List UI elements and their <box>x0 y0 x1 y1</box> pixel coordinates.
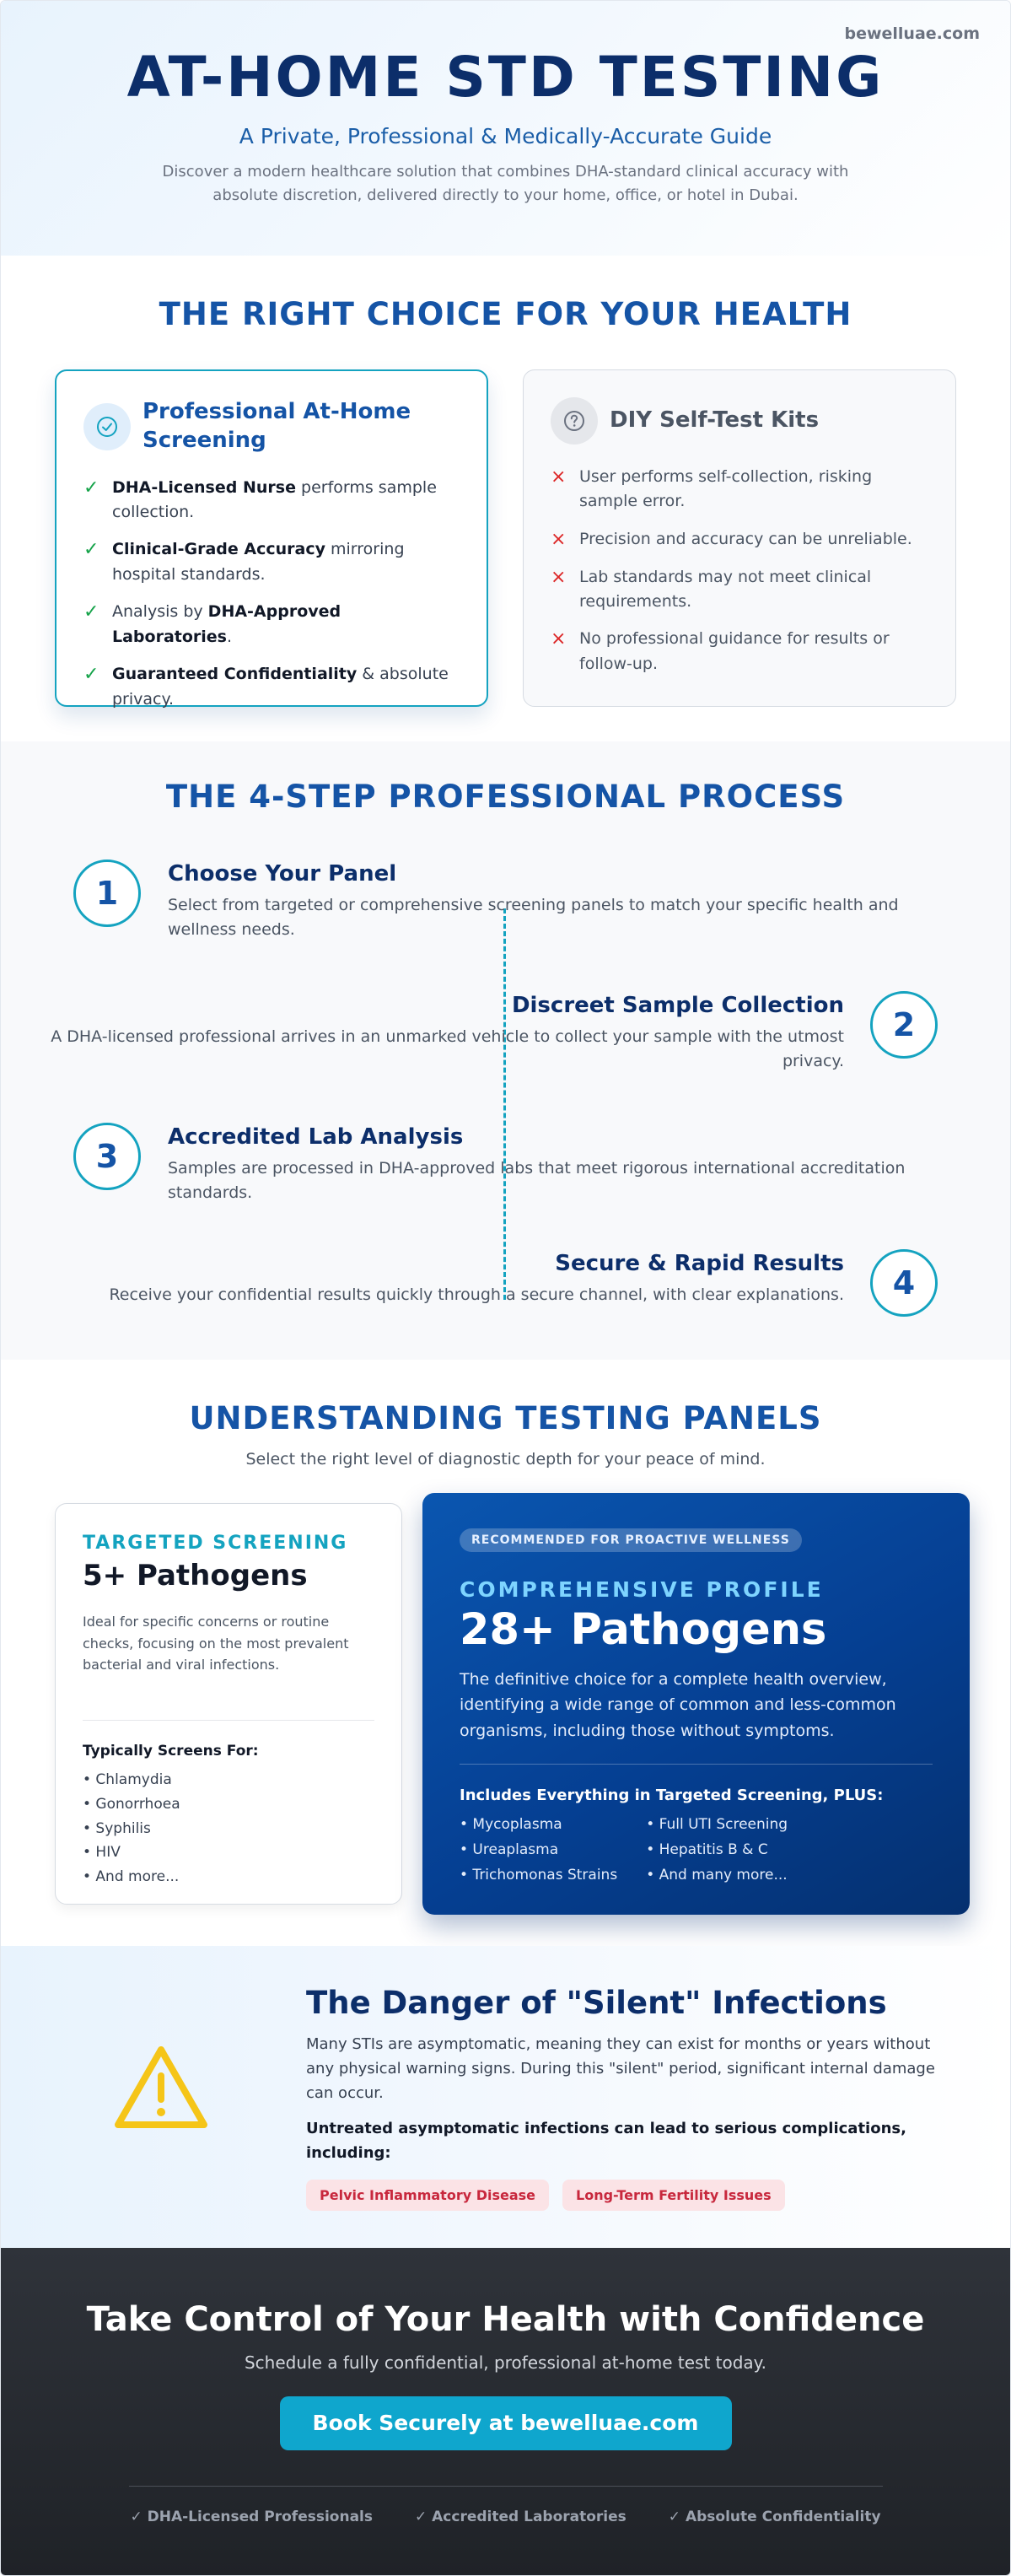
diy-card-title: DIY Self-Test Kits <box>610 407 820 434</box>
list-item: • Gonorrhoea <box>83 1795 180 1813</box>
professional-card-header <box>83 398 460 455</box>
trust-badge: ✓ Accredited Laboratories <box>414 2509 626 2525</box>
question-circle-icon <box>551 397 598 445</box>
diy-drawbacks-list <box>551 465 928 676</box>
list-item <box>83 537 460 587</box>
list-item <box>551 565 928 615</box>
hero-description: Discover a modern healthcare solution that combines DHA-standard clinical accuracy with absolute discretion, delivered directly to your home, office, or hotel in Dubai. <box>162 163 849 204</box>
pathogen-count: 5+ Pathogens <box>83 1559 308 1592</box>
list-item: • Chlamydia <box>83 1770 172 1788</box>
cross-icon: × <box>551 466 567 488</box>
list-item: • Trichomonas Strains <box>460 1866 618 1883</box>
choice-section <box>1 256 1010 741</box>
brand-link[interactable]: bewelluae.com <box>844 24 980 43</box>
cross-icon: × <box>551 528 567 550</box>
list-item: • Full UTI Screening <box>646 1816 788 1834</box>
cross-icon: × <box>551 628 567 650</box>
danger-title: The Danger of "Silent" Infections <box>306 1985 887 2021</box>
divider <box>83 1720 374 1721</box>
step-body <box>18 1251 844 1307</box>
divider <box>129 2486 883 2487</box>
warning-triangle-icon <box>112 2044 210 2135</box>
item-text: & absolute privacy. <box>112 665 449 709</box>
cta-title: Take Control of Your Health with Confidence <box>86 2300 925 2339</box>
professional-benefits-list <box>83 476 460 713</box>
item-text: performs sample collection. <box>112 477 437 522</box>
step-body <box>168 1124 944 1206</box>
pathogen-column <box>460 1813 617 1888</box>
list-item: • Syphilis <box>83 1819 151 1837</box>
professional-card-title: Professional At-Home Screening <box>143 399 411 453</box>
list-item <box>83 600 460 649</box>
pathogen-column <box>646 1813 788 1888</box>
list-item <box>551 465 928 515</box>
list-item: • HIV <box>83 1844 121 1862</box>
step-body <box>168 861 944 943</box>
item-text: No professional guidance for results or follow-up. <box>579 629 890 673</box>
step-number: 4 <box>870 1249 938 1317</box>
item-bold: Guaranteed Confidentiality <box>112 665 358 684</box>
step-text: A DHA-licensed professional arrives in an unmarked vehicle to collect your sample with the utmost privacy. <box>51 1027 844 1071</box>
item-text: Precision and accuracy can be unreliable. <box>579 529 912 548</box>
professional-card <box>55 369 488 707</box>
panel-eyebrow: COMPREHENSIVE PROFILE <box>460 1577 824 1602</box>
danger-text: Many STIs are asymptomatic, meaning they can exist for months or years without any physical warning signs. During this "silent" period, significant internal damage can occur. <box>306 2035 935 2102</box>
page-title: AT-HOME STD TESTING <box>126 45 885 110</box>
check-icon: ✓ <box>83 664 99 686</box>
list-item <box>83 662 460 712</box>
danger-emphasis: Untreated asymptomatic infections can lead to serious complications, including: <box>306 2120 906 2163</box>
panel-description: The definitive choice for a complete health overview, identifying a wide range of common and less-common organisms, including those without symptoms. <box>460 1670 896 1740</box>
complication-tag: Pelvic Inflammatory Disease <box>306 2180 549 2211</box>
item-bold: DHA-Approved Laboratories <box>112 602 341 646</box>
list-item <box>551 627 928 676</box>
pathogen-count: 28+ Pathogens <box>460 1605 827 1655</box>
list-item: • Mycoplasma <box>460 1816 562 1834</box>
pathogen-list <box>83 1768 374 1889</box>
step-body <box>18 993 844 1075</box>
recommended-badge: RECOMMENDED FOR PROACTIVE WELLNESS <box>460 1528 802 1552</box>
list-item: • Ureaplasma <box>460 1840 559 1858</box>
targeted-panel-card <box>55 1503 402 1905</box>
step-title: Choose Your Panel <box>168 861 397 887</box>
process-section <box>1 741 1010 1360</box>
panel-list-title: Typically Screens For: <box>83 1742 259 1760</box>
process-heading: THE 4-STEP PROFESSIONAL PROCESS <box>165 779 846 815</box>
cross-icon: × <box>551 566 567 588</box>
list-item <box>83 476 460 525</box>
cta-section <box>1 2248 1010 2576</box>
diy-card <box>523 369 956 707</box>
panels-heading: UNDERSTANDING TESTING PANELS <box>189 1400 822 1436</box>
step-number: 2 <box>870 991 938 1059</box>
complication-tags <box>306 2180 955 2211</box>
list-item: • Hepatitis B & C <box>646 1840 768 1858</box>
panel-eyebrow: TARGETED SCREENING <box>83 1533 348 1554</box>
step-number: 1 <box>73 860 141 927</box>
pathogen-list <box>460 1813 933 1888</box>
step-text: Samples are processed in DHA-approved labs that meet rigorous international accreditation standards. <box>168 1159 906 1203</box>
panels-subtitle: Select the right level of diagnostic depth for your peace of mind. <box>245 1450 766 1469</box>
step-title: Secure & Rapid Results <box>555 1251 844 1276</box>
item-text: mirroring hospital standards. <box>112 540 405 584</box>
check-icon: ✓ <box>83 539 99 561</box>
step-text: Select from targeted or comprehensive screening panels to match your specific health and wellness needs. <box>168 896 899 940</box>
choice-heading: THE RIGHT CHOICE FOR YOUR HEALTH <box>159 296 852 332</box>
comprehensive-panel-card <box>422 1493 970 1915</box>
danger-section <box>1 1946 1010 2248</box>
trust-badge: ✓ Absolute Confidentiality <box>668 2509 881 2525</box>
check-icon: ✓ <box>83 601 99 623</box>
book-button[interactable]: Book Securely at bewelluae.com <box>280 2396 732 2450</box>
danger-body <box>306 1985 955 2211</box>
item-bold: Clinical-Grade Accuracy <box>112 540 325 559</box>
list-item: • And many more... <box>646 1866 788 1883</box>
cta-subtitle: Schedule a fully confidential, professional at-home test today. <box>244 2352 767 2373</box>
panel-description: Ideal for specific concerns or routine checks, focusing on the most prevalent bacterial and viral infections. <box>83 1614 349 1673</box>
hero-section <box>1 1 1010 256</box>
trust-badges <box>1 2509 1010 2525</box>
panels-section <box>1 1360 1010 1946</box>
check-icon: ✓ <box>83 477 99 498</box>
divider <box>460 1764 933 1765</box>
step-text: Receive your confidential results quickly through a secure channel, with clear explanations. <box>109 1285 844 1304</box>
step-number: 3 <box>73 1123 141 1190</box>
item-text: . <box>227 627 233 646</box>
list-item <box>551 527 928 552</box>
item-text: Analysis by <box>112 602 208 622</box>
trust-badge: ✓ DHA-Licensed Professionals <box>130 2509 373 2525</box>
item-text: Lab standards may not meet clinical requirements. <box>579 567 872 611</box>
comparison-cards <box>1 369 1010 707</box>
step-title: Accredited Lab Analysis <box>168 1124 464 1150</box>
step-title: Discreet Sample Collection <box>511 993 844 1018</box>
complication-tag: Long-Term Fertility Issues <box>562 2180 785 2211</box>
list-item: • And more... <box>83 1868 180 1886</box>
item-text: User performs self-collection, risking sample error. <box>579 467 873 511</box>
timeline-line <box>503 908 506 1300</box>
item-bold: DHA-Licensed Nurse <box>112 477 296 497</box>
hero-subtitle: A Private, Professional & Medically-Accurate Guide <box>239 124 772 148</box>
check-circle-icon <box>83 403 131 450</box>
diy-card-header <box>551 397 928 445</box>
panel-list-title: Includes Everything in Targeted Screening, PLUS: <box>460 1786 884 1805</box>
